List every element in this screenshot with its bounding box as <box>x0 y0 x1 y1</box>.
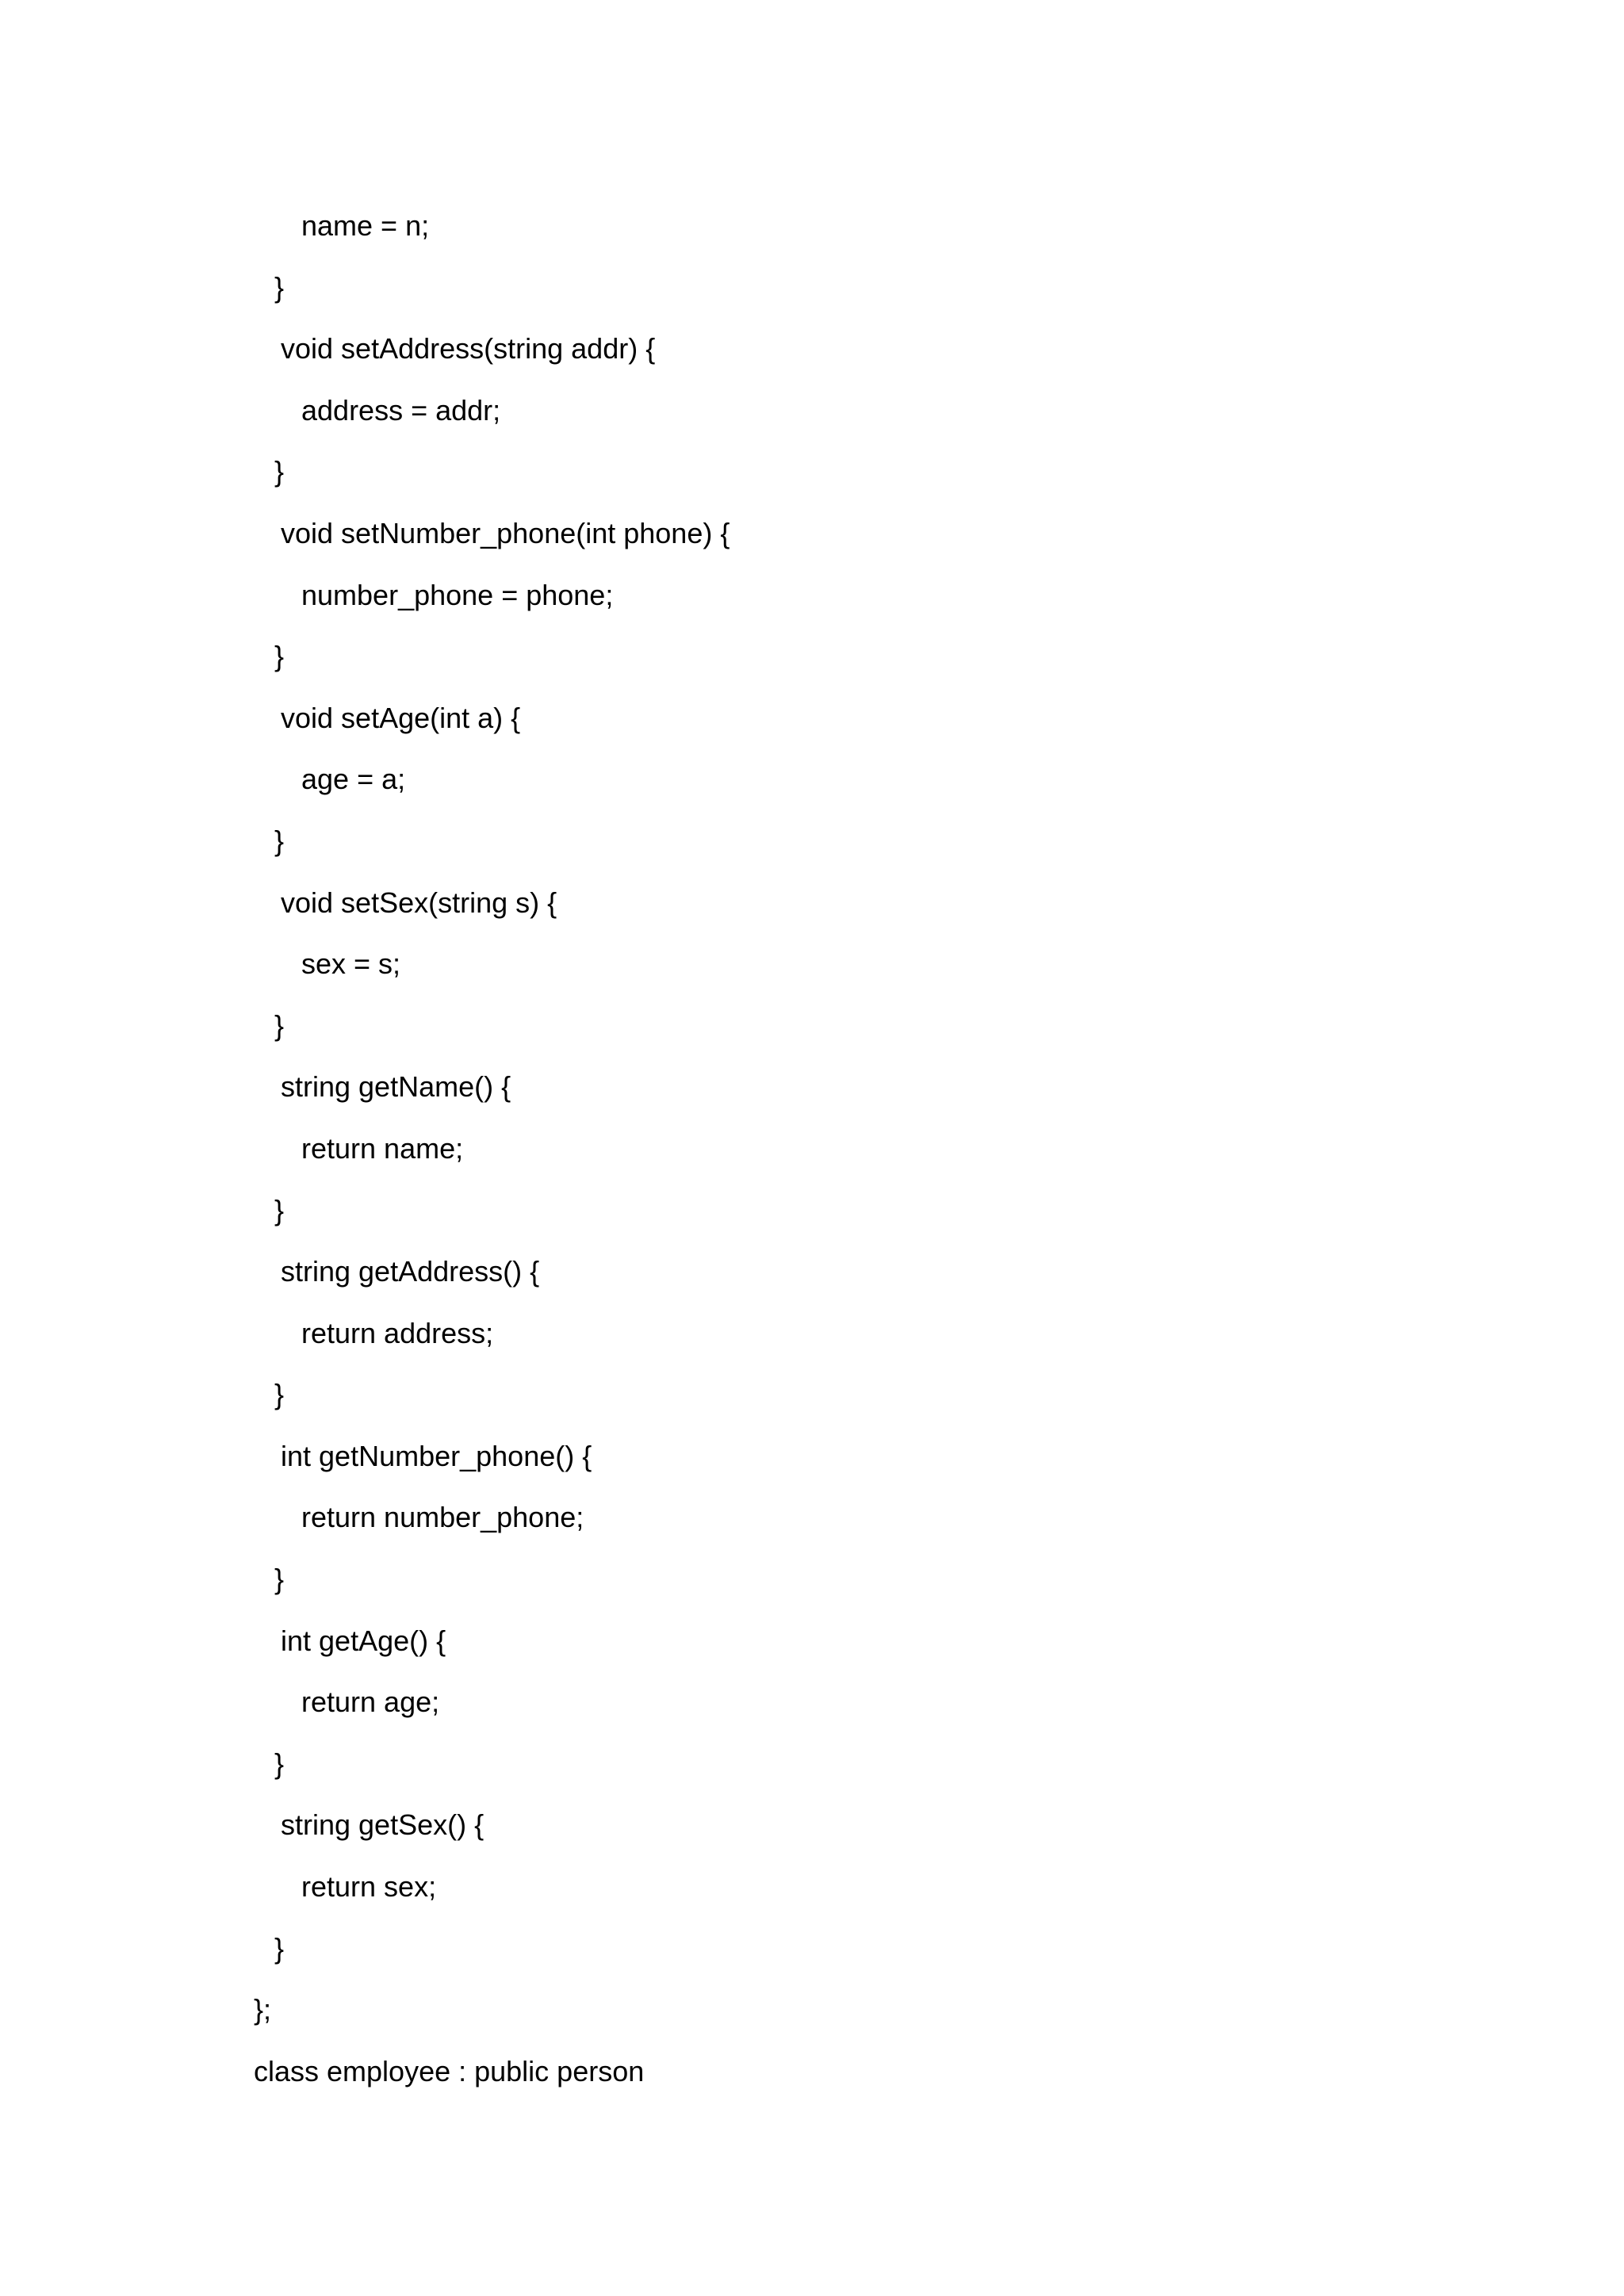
code-line: int getNumber_phone() { <box>281 1439 592 1472</box>
code-line: } <box>274 455 285 488</box>
code-line: }; <box>254 1993 272 2026</box>
code-line: } <box>274 1931 285 1965</box>
code-line: address = addr; <box>301 393 501 427</box>
code-line: class employee : public person <box>254 2054 645 2087</box>
code-line: } <box>274 1193 285 1226</box>
code-line: void setSex(string s) { <box>281 886 557 919</box>
code-line: void setNumber_phone(int phone) { <box>281 516 730 549</box>
code-line: void setAge(int a) { <box>281 701 521 734</box>
code-line: int getAge() { <box>281 1624 446 1657</box>
code-line: } <box>274 270 285 304</box>
code-line: sex = s; <box>301 947 401 981</box>
code-line: string getName() { <box>281 1070 511 1104</box>
code-line: } <box>274 640 285 673</box>
code-line: return address; <box>301 1316 494 1349</box>
code-line: void setAddress(string addr) { <box>281 332 656 365</box>
code-listing <box>254 195 730 2102</box>
code-line: age = a; <box>301 763 406 796</box>
code-line: } <box>274 1378 285 1411</box>
code-line: return sex; <box>301 1870 437 1904</box>
code-line: } <box>274 1747 285 1780</box>
code-line: string getAddress() { <box>281 1255 540 1288</box>
code-line: return age; <box>301 1686 440 1719</box>
code-line: name = n; <box>301 209 430 242</box>
code-line: } <box>274 824 285 857</box>
code-line: return number_phone; <box>301 1501 584 1534</box>
code-line: } <box>274 1563 285 1596</box>
code-line: } <box>274 1008 285 1042</box>
code-line: number_phone = phone; <box>301 578 614 611</box>
code-line: string getSex() { <box>281 1808 485 1842</box>
code-line: return name; <box>301 1131 464 1165</box>
